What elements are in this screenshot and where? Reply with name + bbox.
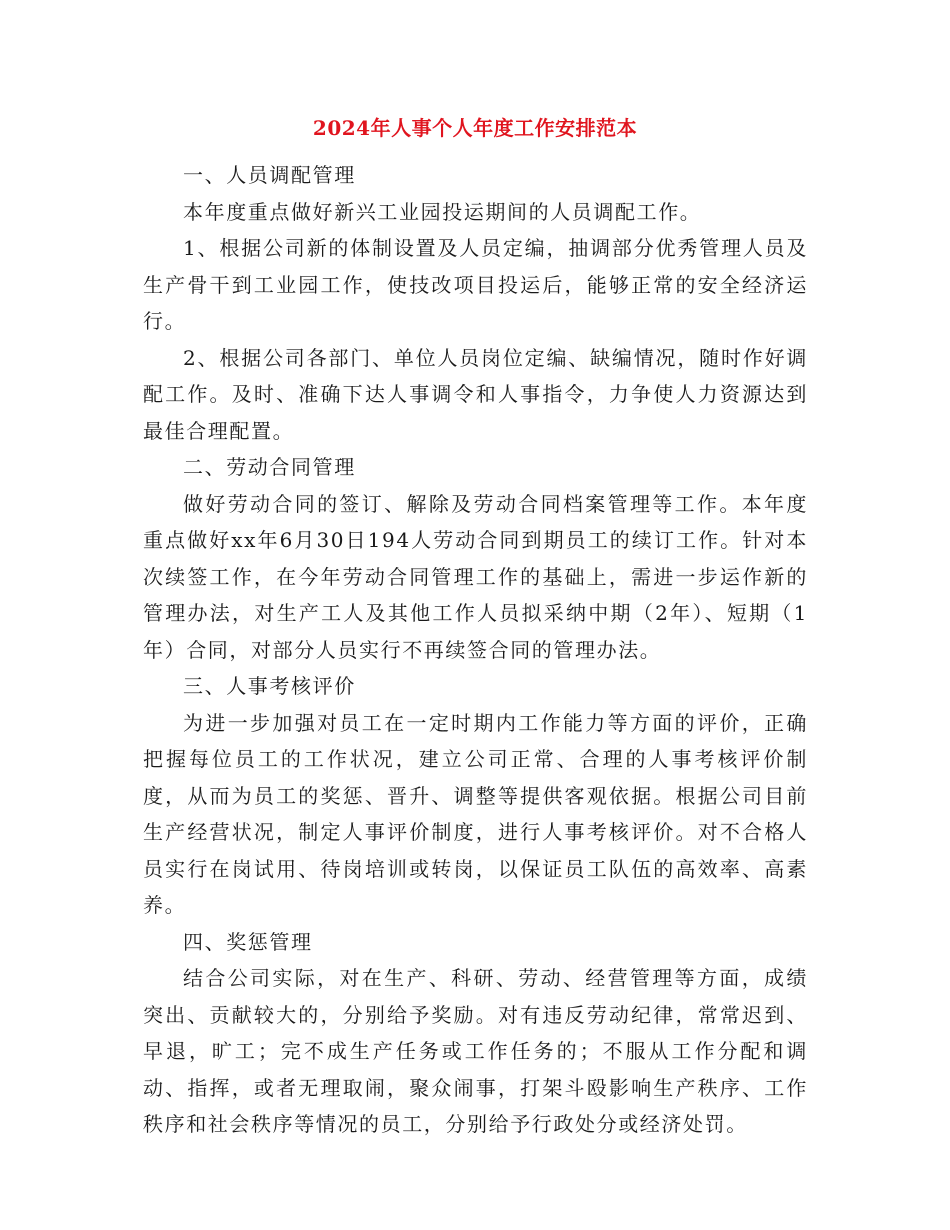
section-heading-labor-contract: 二、劳动合同管理 bbox=[183, 455, 356, 479]
paragraph: 本年度重点做好新兴工业园投运期间的人员调配工作。 bbox=[183, 199, 702, 224]
paragraph: 结合公司实际，对在生产、科研、劳动、经营管理等方面，成绩突出、贡献较大的，分别给予奖励。对有违反劳动纪律，常常迟到、早退，旷工；完不成生产任务或工作任务的；不服从工作分配和调动、指挥，或者无理取闹，聚众闹事，打架斗殴影响生产秩序、工作秩序和社会秩序等情况的员工，分别给予行政处分或经济处罚。 bbox=[143, 966, 808, 1136]
paragraph: 1、根据公司新的体制设置及人员定编，抽调部分优秀管理人员及生产骨干到工业园工作，使技改项目投运后，能够正常的安全经济运行。 bbox=[143, 236, 808, 333]
document-body bbox=[143, 157, 808, 1143]
section-heading-staffing: 一、人员调配管理 bbox=[183, 163, 356, 187]
section-heading-rewards-penalties: 四、奖惩管理 bbox=[183, 929, 313, 954]
paragraph: 2、根据公司各部门、单位人员岗位定编、缺编情况，随时作好调配工作。及时、准确下达人事调令和人事指令，力争使人力资源达到最佳合理配置。 bbox=[143, 345, 808, 443]
document-title: 2024年人事个人年度工作安排范本 bbox=[312, 116, 638, 140]
paragraph: 做好劳动合同的签订、解除及劳动合同档案管理等工作。本年度重点做好xx年6月30日194人劳动合同到期员工的续订工作。针对本次续签工作，在今年劳动合同管理工作的基础上，需进一步运作新的管理办法，对生产工人及其他工作人员拟采纳中期（2年）、短期（1年）合同，对部分人员实行不再续签合同的管理办法。 bbox=[143, 491, 808, 662]
section-heading-evaluation: 三、人事考核评价 bbox=[183, 674, 356, 698]
paragraph: 为进一步加强对员工在一定时期内工作能力等方面的评价，正确把握每位员工的工作状况，建立公司正常、合理的人事考核评价制度，从而为员工的奖惩、晋升、调整等提供客观依据。根据公司目前生产经营状况，制定人事评价制度，进行人事考核评价。对不合格人员实行在岗试用、待岗培训或转岗，以保证员工队伍的高效率、高素养。 bbox=[143, 710, 808, 917]
